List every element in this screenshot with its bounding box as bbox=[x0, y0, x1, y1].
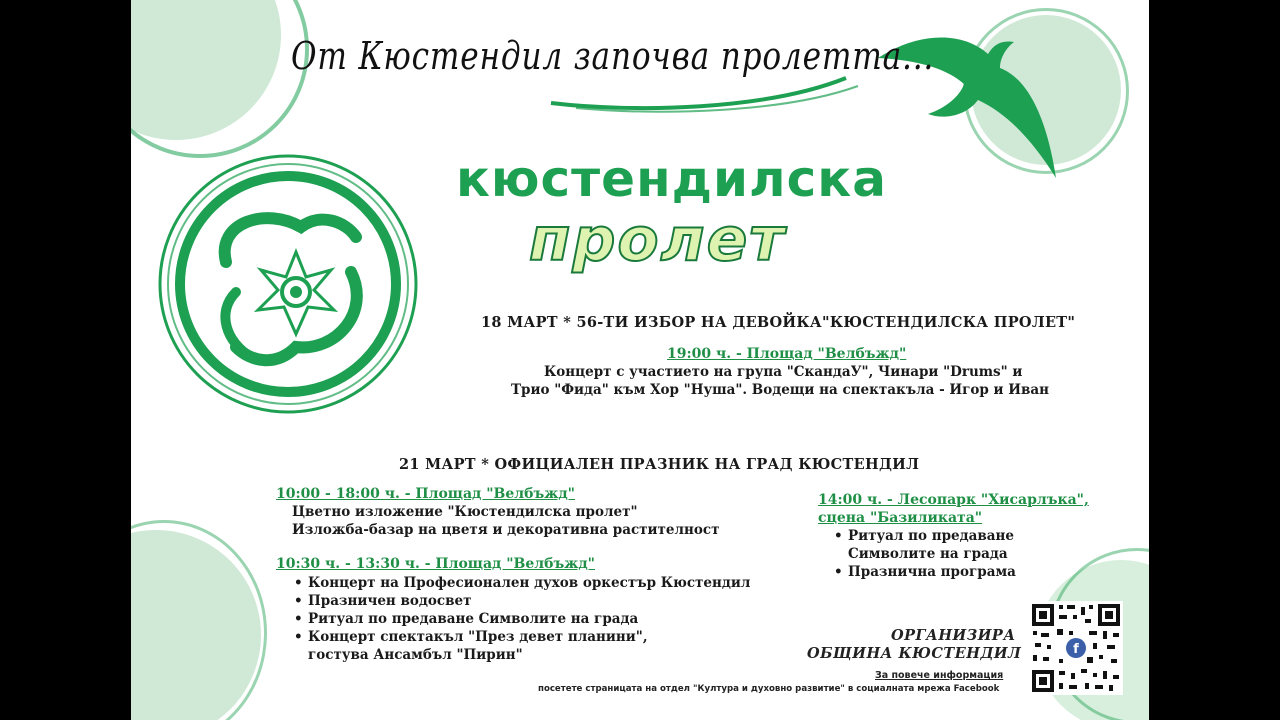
block1-item: Изложба-базар на цветя и декоративна растителност bbox=[292, 522, 720, 538]
organizer-line-2: ОБЩИНА КЮСТЕНДИЛ bbox=[807, 645, 1022, 662]
deco-ring-top-left bbox=[131, 0, 309, 158]
block2-time-link[interactable]: 10:30 ч. - 13:30 ч. - Площад "Велбъжд" bbox=[276, 556, 595, 572]
organizer-line-1: ОРГАНИЗИРА bbox=[891, 627, 1016, 644]
block3-time-link-line-2[interactable]: сцена "Базиликата" bbox=[818, 510, 983, 526]
block2-item: гостува Ансамбъл "Пирин" bbox=[308, 647, 523, 663]
event1-line-1: Концерт с участието на група "СкандаУ", Чинари "Drums" и bbox=[544, 364, 1023, 380]
block3-item: • Празнична програма bbox=[834, 564, 1016, 580]
event1-line-2: Трио "Фида" към Хор "Нуша". Водещи на спектакъла - Игор и Иван bbox=[511, 382, 1050, 398]
block2-item: • Ритуал по предаване Символите на града bbox=[294, 611, 638, 627]
block1-time-link[interactable]: 10:00 - 18:00 ч. - Площад "Велбъжд" bbox=[276, 486, 575, 502]
poster bbox=[131, 0, 1149, 720]
script-title: От Кюстендил започва пролетта... bbox=[291, 34, 935, 78]
block2-item: • Концерт спектакъл "През девет планини", bbox=[294, 629, 648, 645]
more-info-text: посетете страницата на отдел "Култура и духовно развитие" в социалната мрежа Facebook bbox=[538, 684, 1000, 694]
title-swash bbox=[546, 68, 866, 118]
block3-item: Символите на града bbox=[848, 546, 1008, 562]
block2-item: • Концерт на Професионален духов оркестър Кюстендил bbox=[294, 575, 750, 591]
qr-code-icon[interactable] bbox=[1029, 601, 1123, 695]
brand-line-1: кюстендилска bbox=[456, 150, 887, 208]
event1-time-link[interactable]: 19:00 ч. - Площад "Велбъжд" bbox=[667, 346, 907, 362]
deco-ring-bottom-left bbox=[131, 520, 267, 720]
brand-line-2: пролет bbox=[529, 205, 787, 275]
kyustendil-spring-emblem-icon bbox=[156, 152, 421, 417]
block1-item: Цветно изложение "Кюстендилска пролет" bbox=[292, 504, 638, 520]
svg-text:f: f bbox=[1073, 642, 1079, 657]
more-info-label[interactable]: За повече информация bbox=[875, 670, 1004, 681]
block3-item: • Ритуал по предаване bbox=[834, 528, 1014, 544]
event1-heading: 18 МАРТ * 56-ТИ ИЗБОР НА ДЕВОЙКА"КЮСТЕНДИЛСКА ПРОЛЕТ" bbox=[481, 314, 1076, 331]
event2-heading: 21 МАРТ * ОФИЦИАЛЕН ПРАЗНИК НА ГРАД КЮСТЕНДИЛ bbox=[399, 456, 920, 473]
block3-time-link-line-1[interactable]: 14:00 ч. - Лесопарк "Хисарлъка", bbox=[818, 492, 1089, 508]
block2-item: • Празничен водосвет bbox=[294, 593, 471, 609]
